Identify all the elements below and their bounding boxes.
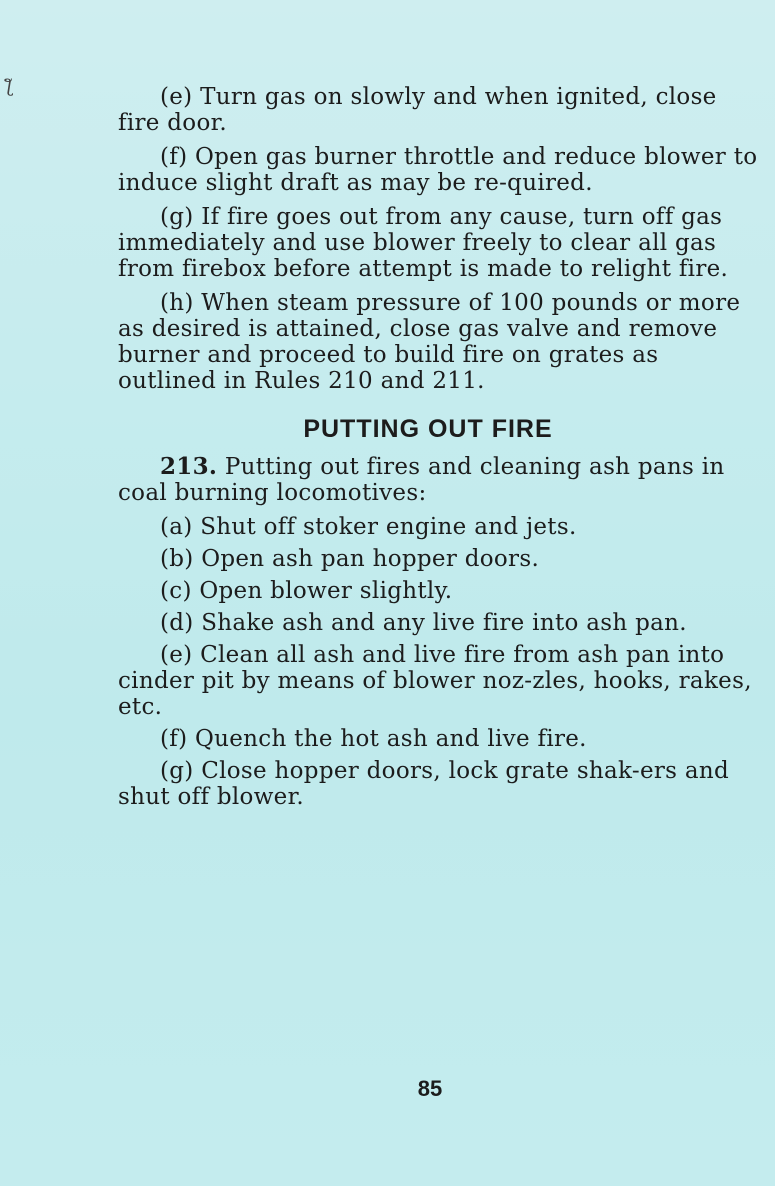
paragraph-text: When steam pressure of 100 pounds or more as desired is attained, close gas valve and remove burner and proceed to build fire on grates as outlined in Rules 210 and 211. xyxy=(118,290,741,394)
item-label: (f) xyxy=(160,726,188,752)
item-label: (c) xyxy=(160,578,192,604)
item-label: (d) xyxy=(160,610,194,636)
rule-number: 213. xyxy=(160,453,218,480)
section-heading: PUTTING OUT FIRE xyxy=(303,415,553,443)
item-label: (g) xyxy=(160,758,194,784)
list-item-e xyxy=(118,642,758,720)
paragraph-h xyxy=(118,290,758,394)
paragraph-g xyxy=(118,204,758,282)
paragraph-label: (e) xyxy=(160,84,193,110)
item-text: Shake ash and any live fire into ash pan. xyxy=(201,610,687,636)
page-body xyxy=(118,84,758,816)
rule-213 xyxy=(118,454,758,506)
item-text: Clean all ash and live fire from ash pan into cinder pit by means of blower noz-zles, hooks, rakes, etc. xyxy=(118,642,752,720)
item-text: Shut off stoker engine and jets. xyxy=(200,514,577,540)
paragraph-label: (f) xyxy=(160,144,188,170)
item-label: (b) xyxy=(160,546,194,572)
item-label: (a) xyxy=(160,514,193,540)
item-text: Open blower slightly. xyxy=(199,578,453,604)
list-item-f xyxy=(118,726,758,752)
item-text: Open ash pan hopper doors. xyxy=(201,546,540,572)
paragraph-text: If fire goes out from any cause, turn off gas immediately and use blower freely to clear all gas from firebox before attempt is made to relight fire. xyxy=(118,204,729,282)
paragraph-f xyxy=(118,144,758,196)
page-number: 85 xyxy=(417,1076,443,1101)
paragraph-e xyxy=(118,84,758,136)
list-item-g xyxy=(118,758,758,810)
margin-mark: ƪ xyxy=(6,76,12,97)
list-item-d xyxy=(118,610,758,636)
paragraph-label: (g) xyxy=(160,204,194,230)
list-item-c xyxy=(118,578,758,604)
item-label: (e) xyxy=(160,642,193,668)
paragraph-text: Turn gas on slowly and when ignited, close fire door. xyxy=(118,84,717,136)
item-text: Quench the hot ash and live fire. xyxy=(194,726,587,752)
list-item-b xyxy=(118,546,758,572)
paragraph-text: Open gas burner throttle and reduce blower to induce slight draft as may be re-quired. xyxy=(118,144,758,196)
item-text: Close hopper doors, lock grate shak-ers and shut off blower. xyxy=(118,758,730,810)
paragraph-label: (h) xyxy=(160,290,194,316)
list-item-a xyxy=(118,514,758,540)
rule-text: Putting out fires and cleaning ash pans in coal burning locomotives: xyxy=(118,454,725,506)
